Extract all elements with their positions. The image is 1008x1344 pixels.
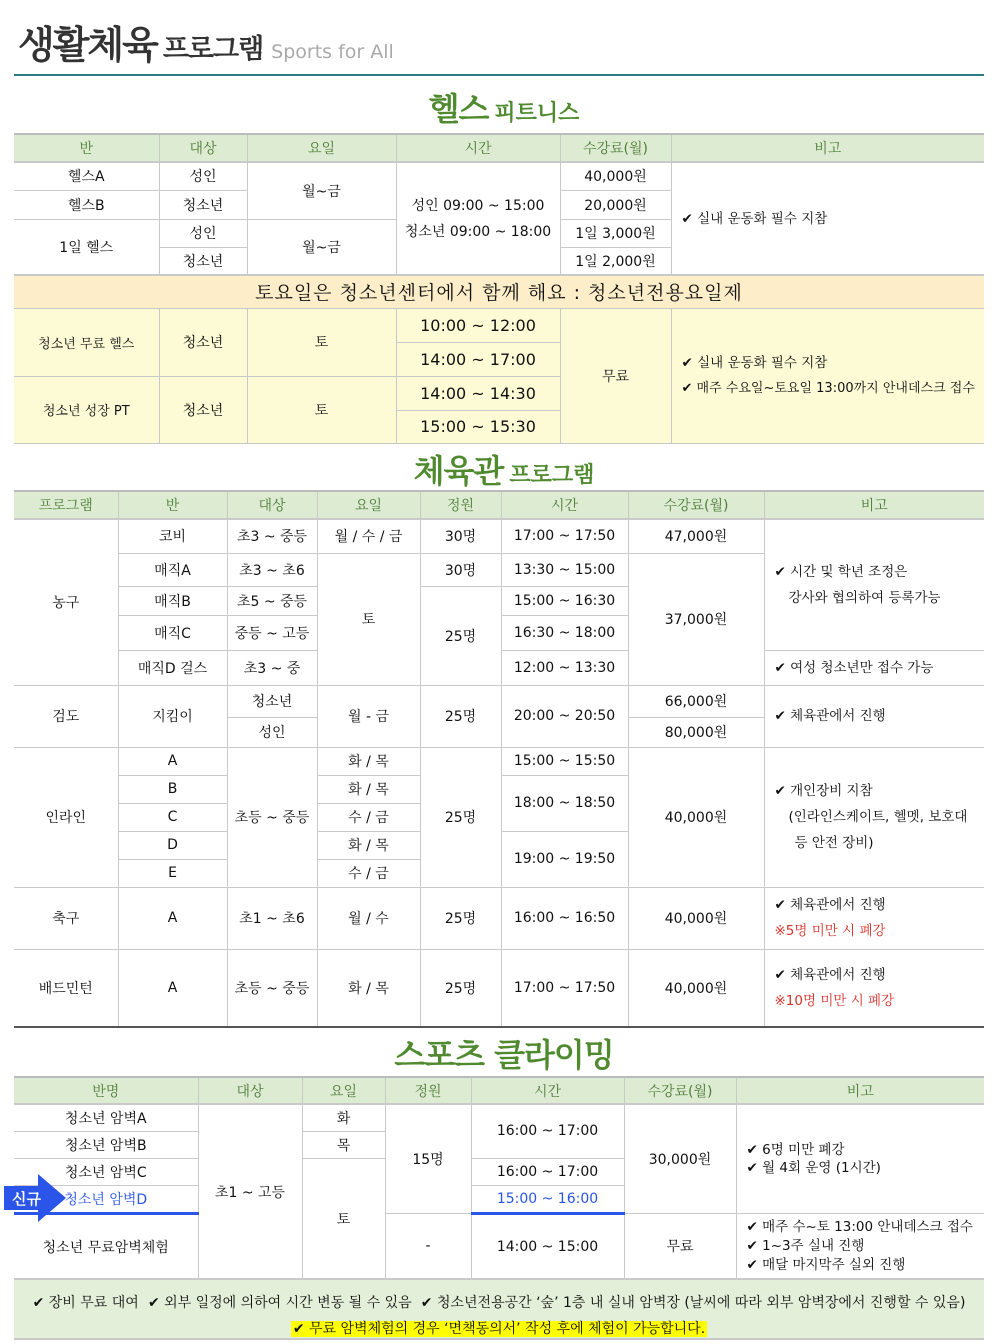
time-youth: 청소년 09:00 ~ 18:00 xyxy=(404,223,552,240)
class-cell: 헬스A xyxy=(14,162,159,190)
header-cell: 대상 xyxy=(227,491,317,519)
day-cell: 월 / 수 / 금 xyxy=(317,519,420,553)
capacity-cell: 25명 xyxy=(420,747,501,887)
header-cell: 요일 xyxy=(247,134,396,162)
class-cell: B xyxy=(118,775,227,803)
health-section-title xyxy=(0,84,1008,130)
header-cell: 수강료(월) xyxy=(624,1077,736,1104)
program-cell: 축구 xyxy=(14,887,118,949)
time-cell: 16:00 ~ 17:00 xyxy=(471,1158,624,1185)
note-line: ✔ 실내 운동화 필수 지참 xyxy=(681,354,828,371)
target-cell: 초1 ~ 초6 xyxy=(227,887,317,949)
day-cell: 월~금 xyxy=(247,162,396,219)
target-cell: 중등 ~ 고등 xyxy=(227,615,317,650)
health-table xyxy=(14,133,984,444)
health-title: 헬스 xyxy=(428,90,489,128)
header-cell: 프로그램 xyxy=(14,491,118,519)
new-time-cell: 15:00 ~ 16:00 xyxy=(471,1185,624,1213)
note-line: ✔ 시간 및 학년 조정은 xyxy=(774,563,908,580)
fee-cell: 1일 2,000원 xyxy=(560,247,671,275)
note-cell: ✔ 실내 운동화 필수 지참 xyxy=(671,162,984,275)
time-adult: 성인 09:00 ~ 15:00 xyxy=(411,197,545,214)
time-cell: 16:00 ~ 17:00 xyxy=(471,1104,624,1158)
note-cell xyxy=(736,1213,984,1279)
target-cell: 초등 ~ 중등 xyxy=(227,747,317,887)
capacity-cell: - xyxy=(385,1213,471,1279)
fee-cell: 47,000원 xyxy=(628,519,764,553)
class-cell: 청소년 무료 헬스 xyxy=(14,308,159,376)
capacity-cell: 25명 xyxy=(420,887,501,949)
fee-cell: 무료 xyxy=(624,1213,736,1279)
note-cell xyxy=(671,308,984,443)
day-cell: 화 / 목 xyxy=(317,949,420,1027)
table-row xyxy=(14,949,984,1027)
day-cell: 토 xyxy=(302,1158,385,1279)
time-cell xyxy=(396,162,560,275)
climb-title: 스포츠 클라이밍 xyxy=(394,1036,614,1074)
time-cell: 17:00 ~ 17:50 xyxy=(501,949,628,1027)
table-header xyxy=(14,1077,984,1104)
footer-highlight-note: ✔ 무료 암벽체험의 경우 ‘면책동의서’ 작성 후에 체험이 가능합니다. xyxy=(292,1321,706,1337)
capacity-cell: 25명 xyxy=(420,586,501,685)
header-cell: 대상 xyxy=(159,134,247,162)
header-cell: 비고 xyxy=(736,1077,984,1104)
capacity-cell: 30명 xyxy=(420,519,501,553)
footer-note: ✔ 청소년전용공간 ‘숲’ 1층 내 실내 암벽장 (날씨에 따라 외부 암벽장에서 진행할 수 있음) xyxy=(420,1295,966,1311)
table-row xyxy=(14,887,984,949)
class-cell: 지킴이 xyxy=(118,685,227,747)
table-row xyxy=(14,162,984,190)
time-cell: 14:00 ~ 15:00 xyxy=(471,1213,624,1279)
class-cell: A xyxy=(118,747,227,775)
header-cell: 비고 xyxy=(671,134,984,162)
class-cell: 매직A xyxy=(118,553,227,586)
new-class-cell: 청소년 암벽D xyxy=(14,1185,198,1213)
fee-cell: 40,000원 xyxy=(628,747,764,887)
fee-cell: 40,000원 xyxy=(628,887,764,949)
class-cell: 매직B xyxy=(118,586,227,615)
day-cell: 수 / 금 xyxy=(317,803,420,831)
note-line: (인라인스케이트, 헬멧, 보호대 xyxy=(788,809,968,825)
target-cell: 청소년 xyxy=(159,308,247,376)
day-cell: 토 xyxy=(317,553,420,685)
footer-note: ✔ 외부 일정에 의하여 시간 변동 될 수 있음 xyxy=(147,1295,412,1311)
class-cell: 청소년 무료암벽체험 xyxy=(14,1213,198,1279)
new-badge-arrow xyxy=(4,1174,68,1222)
table-row xyxy=(14,1104,984,1131)
gym-title: 체육관 xyxy=(413,452,504,490)
target-cell: 초등 ~ 중등 xyxy=(227,949,317,1027)
saturday-banner: 토요일은 청소년센터에서 함께 해요 : 청소년전용요일제 xyxy=(14,275,984,308)
day-cell: 수 / 금 xyxy=(317,859,420,887)
note-cell xyxy=(764,747,984,887)
climb-footer-notes xyxy=(14,1278,984,1340)
target-cell: 초5 ~ 중등 xyxy=(227,586,317,615)
header-cell: 반명 xyxy=(14,1077,198,1104)
capacity-cell: 30명 xyxy=(420,553,501,586)
class-cell: 1일 헬스 xyxy=(14,219,159,275)
class-cell: 코비 xyxy=(118,519,227,553)
fee-cell: 80,000원 xyxy=(628,717,764,747)
note-cell: ✔ 체육관에서 진행 xyxy=(764,685,984,747)
time-cell: 16:00 ~ 16:50 xyxy=(501,887,628,949)
fee-cell: 40,000원 xyxy=(628,949,764,1027)
note-line: ✔ 매주 수요일~토요일 13:00까지 안내데스크 접수 xyxy=(681,380,975,396)
program-cell: 인라인 xyxy=(14,747,118,887)
note-line: ✔ 매달 마지막주 실외 진행 xyxy=(746,1256,906,1273)
target-cell: 청소년 xyxy=(159,190,247,219)
note-line: ✔ 체육관에서 진행 xyxy=(774,897,886,913)
time-cell: 15:00 ~ 15:30 xyxy=(396,410,560,443)
gym-table xyxy=(14,490,984,1028)
title-main: 생활체육 xyxy=(18,23,157,67)
fee-cell: 30,000원 xyxy=(624,1104,736,1213)
class-cell: E xyxy=(118,859,227,887)
note-line: ✔ 월 4회 운영 (1시간) xyxy=(746,1159,881,1176)
time-cell: 19:00 ~ 19:50 xyxy=(501,831,628,887)
target-cell: 청소년 xyxy=(227,685,317,717)
day-cell: 월 / 수 xyxy=(317,887,420,949)
time-cell: 15:00 ~ 16:30 xyxy=(501,586,628,615)
note-line: 강사와 협의하여 등록가능 xyxy=(788,589,941,606)
day-cell: 목 xyxy=(302,1131,385,1158)
header-cell: 반 xyxy=(118,491,227,519)
header-cell: 요일 xyxy=(302,1077,385,1104)
time-cell: 15:00 ~ 15:50 xyxy=(501,747,628,775)
time-cell: 14:00 ~ 14:30 xyxy=(396,376,560,410)
class-cell: A xyxy=(118,887,227,949)
banner-row xyxy=(14,275,984,308)
class-cell: 청소년 암벽A xyxy=(14,1104,198,1131)
warning-line: ※5명 미만 시 폐강 xyxy=(774,923,886,939)
class-cell: 매직C xyxy=(118,615,227,650)
time-cell: 18:00 ~ 18:50 xyxy=(501,775,628,831)
note-line: ✔ 체육관에서 진행 xyxy=(774,966,886,983)
header-cell: 요일 xyxy=(317,491,420,519)
class-cell: 청소년 성장 PT xyxy=(14,376,159,443)
gym-subtitle: 프로그램 xyxy=(509,463,595,488)
time-cell: 14:00 ~ 17:00 xyxy=(396,342,560,376)
time-cell: 13:30 ~ 15:00 xyxy=(501,553,628,586)
day-cell: 월 - 금 xyxy=(317,685,420,747)
target-cell: 초3 ~ 중 xyxy=(227,650,317,685)
note-line: ✔ 6명 미만 폐강 xyxy=(746,1141,845,1158)
note-cell xyxy=(764,519,984,650)
header-cell: 수강료(월) xyxy=(628,491,764,519)
header-cell: 대상 xyxy=(198,1077,302,1104)
note-line: ✔ 매주 수~토 13:00 안내데스크 접수 xyxy=(746,1218,973,1235)
fee-cell: 37,000원 xyxy=(628,553,764,685)
program-cell: 배드민턴 xyxy=(14,949,118,1027)
fee-cell: 40,000원 xyxy=(560,162,671,190)
health-subtitle: 피트니스 xyxy=(494,101,580,126)
program-cell: 검도 xyxy=(14,685,118,747)
capacity-cell: 25명 xyxy=(420,949,501,1027)
header-cell: 반 xyxy=(14,134,159,162)
class-cell: A xyxy=(118,949,227,1027)
time-cell: 20:00 ~ 20:50 xyxy=(501,685,628,747)
target-cell: 초3 ~ 초6 xyxy=(227,553,317,586)
capacity-cell: 15명 xyxy=(385,1104,471,1213)
note-cell: ✔ 여성 청소년만 접수 가능 xyxy=(764,650,984,685)
class-cell: 매직D 걸스 xyxy=(118,650,227,685)
fee-cell: 20,000원 xyxy=(560,190,671,219)
title-english: Sports for All xyxy=(271,41,394,63)
table-header xyxy=(14,491,984,519)
target-cell: 성인 xyxy=(159,219,247,247)
table-row xyxy=(14,1213,984,1279)
target-cell: 청소년 xyxy=(159,247,247,275)
class-cell: 헬스B xyxy=(14,190,159,219)
target-cell: 성인 xyxy=(227,717,317,747)
time-cell: 10:00 ~ 12:00 xyxy=(396,308,560,342)
footer-note: ✔ 장비 무료 대여 xyxy=(32,1295,139,1311)
title-divider xyxy=(14,74,984,76)
target-cell: 초3 ~ 중등 xyxy=(227,519,317,553)
note-line: ✔ 1~3주 실내 진행 xyxy=(746,1237,865,1254)
note-cell xyxy=(736,1104,984,1213)
target-cell: 청소년 xyxy=(159,376,247,443)
title-sub: 프로그램 xyxy=(162,34,264,65)
day-cell: 토 xyxy=(247,308,396,376)
page-title xyxy=(18,14,394,69)
target-cell: 성인 xyxy=(159,162,247,190)
table-header xyxy=(14,134,984,162)
table-row xyxy=(14,685,984,717)
day-cell: 월~금 xyxy=(247,219,396,275)
header-cell: 정원 xyxy=(420,491,501,519)
note-cell xyxy=(764,949,984,1027)
note-line: 등 안전 장비) xyxy=(794,835,874,851)
header-cell: 시간 xyxy=(501,491,628,519)
day-cell: 토 xyxy=(247,376,396,443)
note-line: ✔ 개인장비 지참 xyxy=(774,783,873,799)
fee-cell: 66,000원 xyxy=(628,685,764,717)
table-row xyxy=(14,519,984,553)
target-cell: 초1 ~ 고등 xyxy=(198,1104,302,1279)
day-cell: 화 / 목 xyxy=(317,775,420,803)
header-cell: 비고 xyxy=(764,491,984,519)
program-cell: 농구 xyxy=(14,519,118,685)
note-cell xyxy=(764,887,984,949)
fee-cell: 1일 3,000원 xyxy=(560,219,671,247)
class-cell: 청소년 암벽C xyxy=(14,1158,198,1185)
fee-cell: 무료 xyxy=(560,308,671,443)
header-cell: 정원 xyxy=(385,1077,471,1104)
day-cell: 화 xyxy=(302,1104,385,1131)
time-cell: 12:00 ~ 13:30 xyxy=(501,650,628,685)
class-cell: 청소년 암벽B xyxy=(14,1131,198,1158)
table-row xyxy=(14,308,984,342)
day-cell: 화 / 목 xyxy=(317,831,420,859)
class-cell: C xyxy=(118,803,227,831)
climb-section-title xyxy=(0,1030,1008,1076)
table-row xyxy=(14,747,984,775)
header-cell: 시간 xyxy=(471,1077,624,1104)
new-badge-label: 신규 xyxy=(12,1190,41,1208)
time-cell: 16:30 ~ 18:00 xyxy=(501,615,628,650)
header-cell: 시간 xyxy=(396,134,560,162)
warning-line: ※10명 미만 시 폐강 xyxy=(774,992,895,1009)
header-cell: 수강료(월) xyxy=(560,134,671,162)
time-cell: 17:00 ~ 17:50 xyxy=(501,519,628,553)
class-cell: D xyxy=(118,831,227,859)
climb-table xyxy=(14,1076,984,1280)
gym-section-title xyxy=(0,446,1008,492)
capacity-cell: 25명 xyxy=(420,685,501,747)
day-cell: 화 / 목 xyxy=(317,747,420,775)
